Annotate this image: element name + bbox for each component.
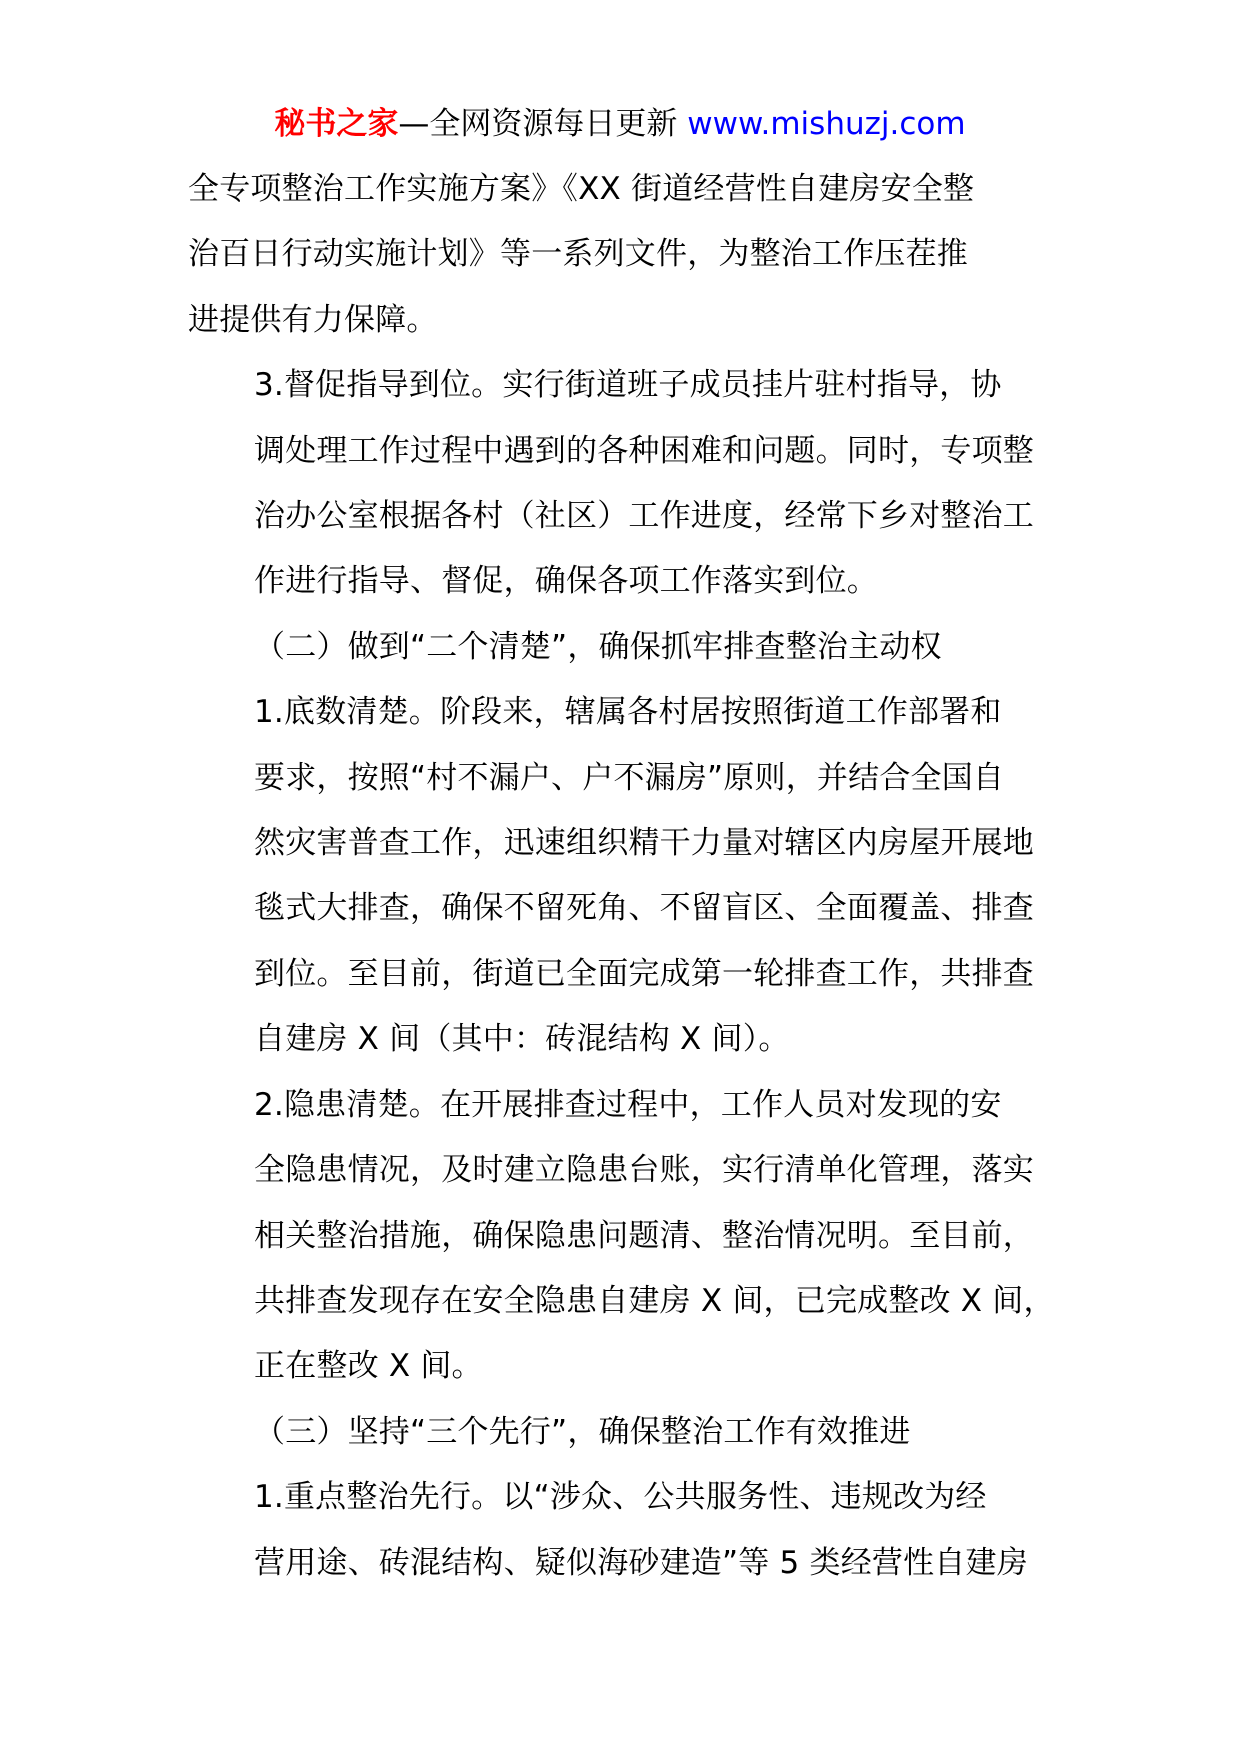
text-line: 作进行指导、督促，确保各项工作落实到位。 <box>254 563 878 600</box>
paragraph-key-rectification <box>188 1465 1058 1596</box>
text-line: 治百日行动实施计划》等一系列文件，为整治工作压茬推 <box>188 236 968 273</box>
text-line: 全专项整治工作实施方案》《XX 街道经营性自建房安全整 <box>188 171 975 207</box>
text-line: （三）坚持“三个先行”，确保整治工作有效推进 <box>254 1413 911 1450</box>
text-line: 进提供有力保障。 <box>188 301 438 338</box>
text-line: 调处理工作过程中遇到的各种困难和问题。同时，专项整 <box>254 432 1034 469</box>
paragraph-hazards <box>188 1073 1058 1400</box>
paragraph-base-count <box>188 680 1058 1072</box>
section-heading-three <box>188 1400 1058 1465</box>
text-line: 到位。至目前，街道已全面完成第一轮排查工作，共排查 <box>254 955 1034 992</box>
paragraph-supervision <box>188 353 1058 615</box>
text-line: 2.隐患清楚。在开展排查过程中，工作人员对发现的安 <box>254 1086 1002 1123</box>
text-line: 治办公室根据各村（社区）工作进度，经常下乡对整治工 <box>254 498 1034 535</box>
text-line: 自建房 X 间（其中：砖混结构 X 间）。 <box>254 1021 790 1058</box>
section-heading-two <box>188 615 1058 680</box>
text-line: 要求，按照“村不漏户、户不漏房”原则，并结合全国自 <box>254 759 1005 796</box>
header-tagline: —全网资源每日更新 <box>398 106 678 142</box>
text-line: 1.底数清楚。阶段来，辖属各村居按照街道工作部署和 <box>254 694 1002 731</box>
text-line: 全隐患情况，及时建立隐患台账，实行清单化管理，落实 <box>254 1152 1034 1189</box>
text-line: 毯式大排查，确保不留死角、不留盲区、全面覆盖、排查 <box>254 890 1034 927</box>
text-line: 然灾害普查工作，迅速组织精干力量对辖区内房屋开展地 <box>254 825 1034 862</box>
text-line: 相关整治措施，确保隐患问题清、整治情况明。至目前， <box>254 1217 1034 1254</box>
site-url-link[interactable]: www.mishuzj.com <box>687 106 966 142</box>
text-line: 正在整改 X 间。 <box>254 1348 483 1385</box>
document-body <box>188 157 1058 1596</box>
paragraph-continuation <box>188 157 1058 353</box>
text-line: 营用途、砖混结构、疑似海砂建造”等 5 类经营性自建房 <box>254 1544 1028 1581</box>
text-line: （二）做到“二个清楚”，确保抓牢排查整治主动权 <box>254 628 942 665</box>
text-line: 1.重点整治先行。以“涉众、公共服务性、违规改为经 <box>254 1479 987 1516</box>
text-line: 共排查发现存在安全隐患自建房 X 间，已完成整改 X 间， <box>254 1282 1055 1319</box>
page-header <box>0 100 1240 148</box>
text-line: 3.督促指导到位。实行街道班子成员挂片驻村指导，协 <box>254 367 1002 404</box>
brand-name: 秘书之家 <box>274 106 399 142</box>
